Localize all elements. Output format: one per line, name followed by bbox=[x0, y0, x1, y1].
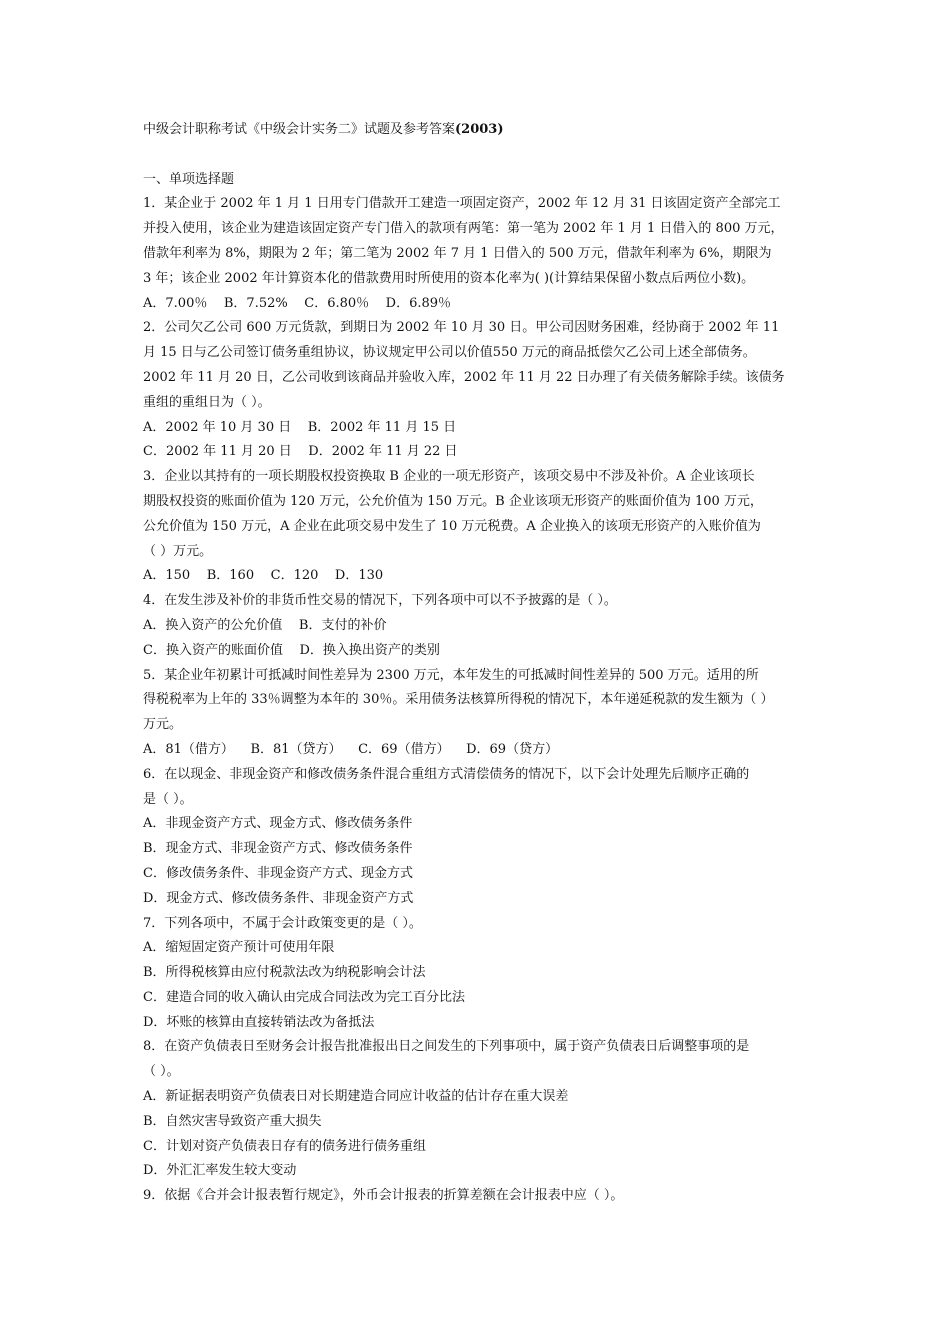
text-line: B．现金方式、非现金资产方式、修改债务条件 bbox=[143, 841, 413, 857]
text-line: D．坏账的核算由直接转销法改为备抵法 bbox=[143, 1014, 375, 1030]
text-line: 2．公司欠乙公司 600 万元货款，到期日为 2002 年 10 月 30 日。甲公司因财务困难，经协商于 2002 年 11 bbox=[143, 320, 780, 336]
section-heading: 一、单项选择题 bbox=[143, 171, 235, 187]
text-line: （ ）万元。 bbox=[143, 543, 213, 559]
text-line: A．81（借方） B．81（贷方） C．69（借方） D．69（贷方） bbox=[143, 741, 559, 757]
text-line: 3 年；该企业 2002 年计算资本化的借款费用时所使用的资本化率为( )(计算结果保留小数点后两位小数)。 bbox=[143, 270, 755, 286]
text-line: 重组的重组日为（ ）。 bbox=[143, 394, 271, 410]
text-line: 期股权投资的账面价值为 120 万元，公允价值为 150 万元。B 企业该项无形资产的账面价值为 100 万元， bbox=[143, 493, 763, 509]
text-line: C．换入资产的账面价值 D．换入换出资产的类别 bbox=[143, 642, 440, 658]
text-line: A．非现金资产方式、现金方式、修改债务条件 bbox=[143, 816, 413, 832]
text-line: 7．下列各项中，不属于会计政策变更的是（ ）。 bbox=[143, 915, 422, 931]
text-line: A．150 B．160 C．120 D．130 bbox=[143, 568, 384, 584]
text-line: D．外汇汇率发生较大变动 bbox=[143, 1163, 297, 1179]
text-line: B．自然灾害导致资产重大损失 bbox=[143, 1113, 322, 1129]
text-line: 2002 年 11 月 20 日，乙公司收到该商品并验收入库，2002 年 11 月 22 日办理了有关债务解除手续。该债务 bbox=[143, 369, 785, 385]
blank-line bbox=[143, 143, 813, 168]
text-line: （ ）。 bbox=[143, 1064, 180, 1080]
text-line: 借款年利率为 8%，期限为 2 年；第二笔为 2002 年 7 月 1 日借入的 500 万元，借款年利率为 6%，期限为 bbox=[143, 245, 772, 261]
text-line: 是（ ）。 bbox=[143, 791, 193, 807]
text-line: 月 15 日与乙公司签订债务重组协议，协议规定甲公司以价值550 万元的商品抵偿欠乙公司上述全部债务。 bbox=[143, 345, 756, 361]
text-line: A．新证据表明资产负债表日对长期建造合同应计收益的估计存在重大误差 bbox=[143, 1089, 569, 1105]
text-line: 公允价值为 150 万元，A 企业在此项交易中发生了 10 万元税费。A 企业换入的该项无形资产的入账价值为 bbox=[143, 518, 761, 534]
text-line: C．2002 年 11 月 20 日 D．2002 年 11 月 22 日 bbox=[143, 444, 458, 460]
text-line: 4．在发生涉及补价的非货币性交易的情况下，下列各项中可以不予披露的是（ ）。 bbox=[143, 593, 617, 609]
text-line: B．所得税核算由应付税款法改为纳税影响会计法 bbox=[143, 965, 426, 981]
text-line: C．修改债务条件、非现金资产方式、现金方式 bbox=[143, 865, 413, 881]
text-line: 得税税率为上年的 33％调整为本年的 30％。采用债务法核算所得税的情况下，本年递延税款的发生额为（ ） bbox=[143, 692, 774, 708]
text-line: A．2002 年 10 月 30 日 B．2002 年 11 月 15 日 bbox=[143, 419, 457, 435]
text-line: 8．在资产负债表日至财务会计报告批准报出日之间发生的下列事项中，属于资产负债表日后调整事项的是 bbox=[143, 1039, 750, 1055]
text-line: A．7.00％ B．7.52% C．6.80％ D．6.89％ bbox=[143, 295, 452, 311]
text-line: D．现金方式、修改债务条件、非现金资产方式 bbox=[143, 890, 414, 906]
text-line: C．计划对资产负债表日存有的债务进行债务重组 bbox=[143, 1138, 426, 1154]
text-line: 并投入使用，该企业为建造该固定资产专门借入的款项有两笔：第一笔为 2002 年 1 月 1 日借入的 800 万元， bbox=[143, 221, 784, 237]
text-line: 5．某企业年初累计可抵减时间性差异为 2300 万元，本年发生的可抵减时间性差异的 500 万元。适用的所 bbox=[143, 667, 759, 683]
text-line: A．换入资产的公允价值 B．支付的补价 bbox=[143, 617, 387, 633]
document-title bbox=[143, 118, 813, 143]
document-title-year: (2003) bbox=[455, 122, 504, 137]
text-line: 万元。 bbox=[143, 717, 183, 733]
text-line: 3．企业以其持有的一项长期股权投资换取 B 企业的一项无形资产，该项交易中不涉及补价。A 企业该项长 bbox=[143, 469, 755, 485]
text-line: A．缩短固定资产预计可使用年限 bbox=[143, 940, 335, 956]
text-line: 9．依据《合并会计报表暂行规定》，外币会计报表的折算差额在会计报表中应（ ）。 bbox=[143, 1188, 624, 1204]
document-page bbox=[143, 118, 813, 1209]
text-line: C．建造合同的收入确认由完成合同法改为完工百分比法 bbox=[143, 989, 465, 1005]
question-lines bbox=[143, 192, 813, 1209]
document-title-text: 中级会计职称考试《中级会计实务二》试题及参考答案 bbox=[143, 122, 456, 137]
text-line: 1．某企业于 2002 年 1 月 1 日用专门借款开工建造一项固定资产，2002 年 12 月 31 日该固定资产全部完工 bbox=[143, 196, 781, 212]
text-line: 6．在以现金、非现金资产和修改债务条件混合重组方式清偿债务的情况下，以下会计处理先后顺序正确的 bbox=[143, 766, 750, 782]
